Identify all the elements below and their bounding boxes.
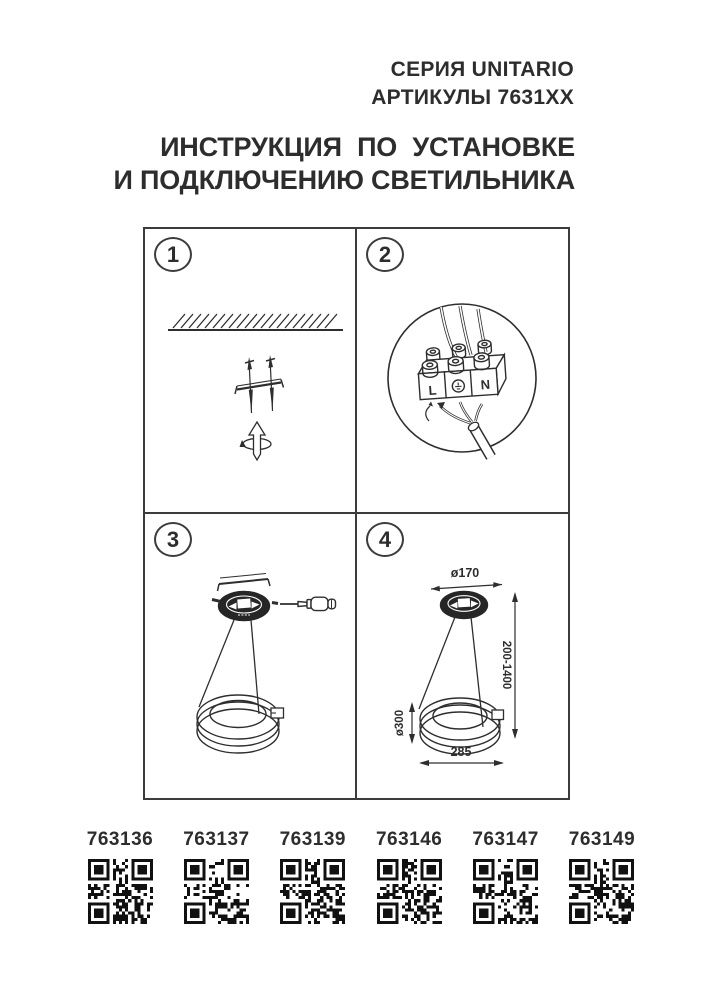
qr-item <box>277 829 349 924</box>
header <box>371 56 574 112</box>
qr-item <box>566 829 638 924</box>
canopy <box>219 592 270 621</box>
step-number: 3 <box>166 526 180 552</box>
step-panel-2 <box>357 229 568 512</box>
qr-code <box>88 859 153 924</box>
terminal-label-neutral: N <box>480 376 491 393</box>
qr-code <box>377 859 442 924</box>
canopy <box>441 592 488 619</box>
article-number: 763146 <box>375 829 443 850</box>
qr-code <box>280 859 345 924</box>
article-qr-list <box>84 829 638 924</box>
step-badge-3 <box>154 522 192 557</box>
mounting-bracket <box>235 379 284 394</box>
step-number: 4 <box>378 526 392 552</box>
article-number: 763139 <box>279 829 346 850</box>
qr-item <box>373 829 445 924</box>
step-number: 2 <box>378 241 392 267</box>
qr-item <box>180 829 252 924</box>
step-badge-2 <box>366 237 404 272</box>
page-title <box>114 131 575 197</box>
qr-code <box>184 859 249 924</box>
article-number: 763136 <box>86 829 154 850</box>
dim-label-suspension-length: 200-1400 <box>500 640 512 690</box>
step-badge-1 <box>154 237 192 272</box>
terminal-label-live: L <box>428 382 438 399</box>
qr-item <box>470 829 542 924</box>
article-range: АРТИКУЛЫ 7631XX <box>371 86 574 109</box>
qr-code <box>569 859 634 924</box>
article-number: 763147 <box>472 829 539 850</box>
screwdriver-icon <box>280 597 336 610</box>
dim-canopy-diameter <box>431 566 502 591</box>
qr-item <box>84 829 156 924</box>
title-line-1: ИНСТРУКЦИЯ ПО УСТАНОВКЕ <box>160 132 575 162</box>
step-badge-4 <box>366 522 404 557</box>
article-number: 763137 <box>183 829 250 850</box>
dim-label-ring-height: ø300 <box>394 709 406 737</box>
step-panel-3 <box>145 514 355 798</box>
qr-code <box>473 859 538 924</box>
side-screw-icon <box>272 603 278 604</box>
article-number: 763149 <box>568 829 636 850</box>
title-line-2: И ПОДКЛЮЧЕНИЮ СВЕТИЛЬНИКА <box>113 165 575 195</box>
step-panel-4 <box>357 514 568 798</box>
light-ring <box>197 695 284 753</box>
supply-cable <box>426 402 491 458</box>
terminal-block <box>416 339 507 400</box>
dim-label-ring-width: 285 <box>450 745 472 759</box>
step-panel-1 <box>145 229 355 512</box>
series-name: СЕРИЯ UNITARIO <box>390 58 574 81</box>
dim-label-canopy-diameter: ø170 <box>450 566 480 580</box>
step-number: 1 <box>166 241 180 267</box>
steps-grid <box>143 227 570 800</box>
dim-ring-height <box>394 702 415 744</box>
screw-in-arrow-icon <box>240 422 272 460</box>
side-screw-icon <box>212 600 220 602</box>
